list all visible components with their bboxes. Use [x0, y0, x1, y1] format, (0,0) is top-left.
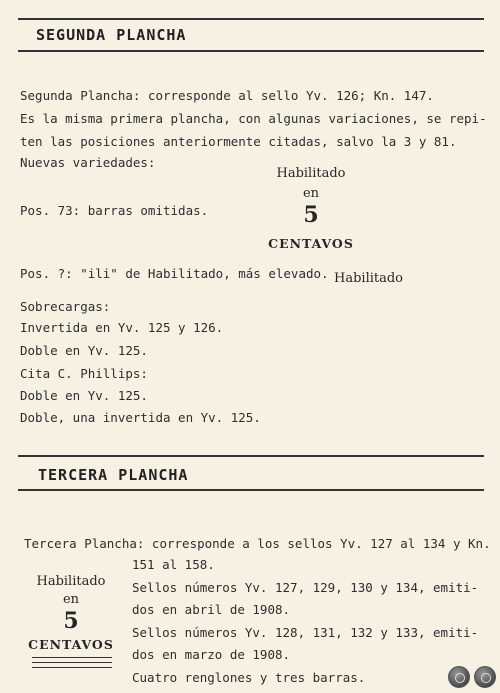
- paragraph-line: Pos. 73: barras omitidas.: [20, 203, 209, 218]
- paragraph-line: dos en abril de 1908.: [132, 602, 291, 617]
- section-heading-segunda: SEGUNDA PLANCHA: [36, 26, 187, 44]
- paragraph-line: Sellos números Yv. 128, 131, 132 y 133, emiti-: [132, 625, 479, 640]
- stamp-en: en: [302, 186, 320, 201]
- paragraph-line: Tercera Plancha: corresponde a los sellos Yv. 127 al 134 y Kn.: [24, 536, 491, 551]
- section-rule-tercera: [18, 455, 484, 457]
- stamp-bar: [32, 662, 112, 663]
- paragraph-line: dos en marzo de 1908.: [132, 647, 291, 662]
- stamp-bar: [32, 657, 112, 658]
- circle-icon[interactable]: [448, 666, 470, 688]
- paragraph-line: Cita C. Phillips:: [20, 366, 148, 381]
- paragraph-line: Doble, una invertida en Yv. 125.: [20, 410, 261, 425]
- stamp-bar: [32, 667, 112, 668]
- paragraph-line: Sellos números Yv. 127, 129, 130 y 134, emiti-: [132, 580, 479, 595]
- paragraph-line: Nuevas variedades:: [20, 155, 156, 170]
- paragraph-line: Segunda Plancha: corresponde al sello Yv. 126; Kn. 147.: [20, 88, 434, 103]
- stamp-habilitado: Habilitado: [36, 574, 106, 589]
- stamp-number: 5: [63, 608, 79, 634]
- paragraph-line: Sobrecargas:: [20, 299, 111, 314]
- raised-example: Habilitado: [334, 271, 404, 286]
- paragraph-line: Es la misma primera plancha, con algunas variaciones, se repi-: [20, 111, 487, 126]
- paragraph-line: Doble en Yv. 125.: [20, 388, 148, 403]
- stamp-habilitado: Habilitado: [276, 166, 346, 181]
- stamp-number: 5: [303, 202, 319, 228]
- stamp-centavos: CENTAVOS: [268, 236, 354, 251]
- stamp-centavos: CENTAVOS: [28, 637, 114, 652]
- top-rule: [18, 18, 484, 20]
- circle-icon[interactable]: [474, 666, 496, 688]
- heading-underline-segunda: [18, 50, 484, 52]
- paragraph-line: ten las posiciones anteriormente citadas, salvo la 3 y 81.: [20, 134, 457, 149]
- stamp-en: en: [62, 592, 80, 607]
- heading-underline-tercera: [18, 489, 484, 491]
- paragraph-line: Doble en Yv. 125.: [20, 343, 148, 358]
- paragraph-line: Invertida en Yv. 125 y 126.: [20, 320, 224, 335]
- section-heading-tercera: TERCERA PLANCHA: [38, 466, 189, 484]
- paragraph-line: Pos. ?: "ili" de Habilitado, más elevado.: [20, 266, 329, 281]
- paragraph-line: 151 al 158.: [132, 557, 215, 572]
- paragraph-line: Cuatro renglones y tres barras.: [132, 670, 366, 685]
